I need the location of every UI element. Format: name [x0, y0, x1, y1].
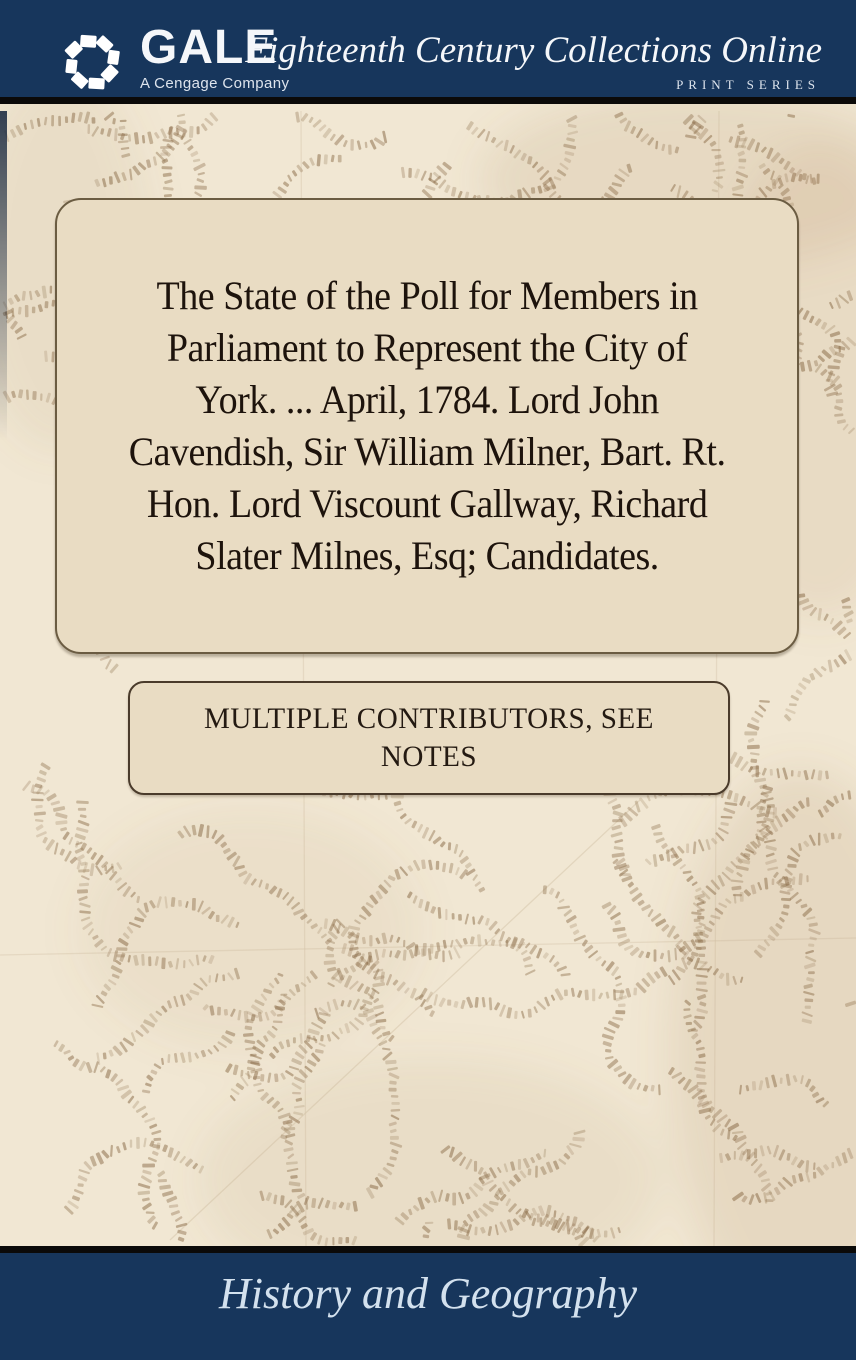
text-line: Parliament to Represent the City of: [166, 325, 688, 370]
text-line: MULTIPLE CONTRIBUTORS, SEE: [204, 702, 654, 735]
text-line: The State of the Poll for Members in: [156, 273, 698, 318]
series-label: PRINT SERIES: [676, 77, 820, 92]
brand-tagline: A Cengage Company: [140, 75, 290, 92]
series-title: Eighteenth Century Collections Online: [245, 30, 822, 71]
title-box: [55, 198, 799, 654]
gale-starburst-icon: [50, 22, 136, 100]
text-line: Cavendish, Sir William Milner, Bart. Rt.: [128, 429, 726, 474]
category-label: History and Geography: [219, 1269, 637, 1318]
footer-divider: [0, 1246, 856, 1253]
book-title: [129, 270, 726, 582]
text-line: Hon. Lord Viscount Gallway, Richard: [146, 481, 708, 526]
text-line: York. ... April, 1784. Lord John: [195, 377, 659, 422]
text-line: NOTES: [380, 740, 478, 773]
text-line: Slater Milnes, Esq; Candidates.: [195, 533, 659, 578]
brand-text: GALE: [140, 21, 278, 74]
contributor-box: [128, 681, 730, 795]
series-block: [246, 30, 822, 93]
spine-shadow: [0, 111, 7, 441]
header-banner: [0, 0, 856, 104]
footer-bar: [0, 1253, 856, 1360]
contributor-text: [204, 700, 654, 776]
